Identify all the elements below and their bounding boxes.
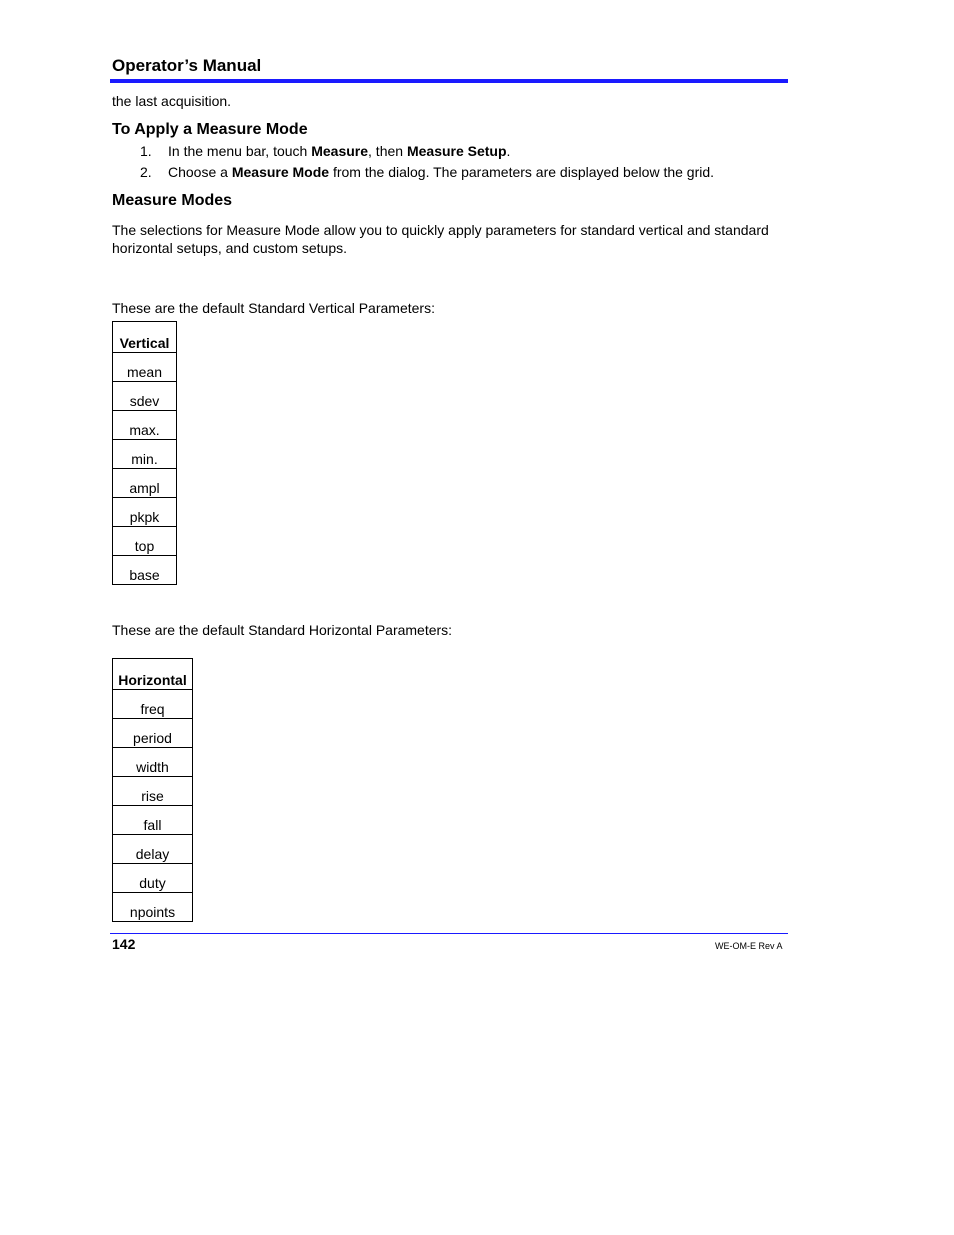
intro-text: the last acquisition. [112, 93, 232, 109]
table-header: Horizontal [113, 659, 193, 690]
step-text: Choose a [168, 164, 232, 180]
step-text: . [506, 143, 511, 159]
page-number: 142 [112, 936, 136, 952]
step-number: 1. [140, 143, 152, 159]
vertical-intro: These are the default Standard Vertical Parameters: [112, 300, 435, 316]
table-cell: freq [113, 690, 193, 719]
table-cell: rise [113, 777, 193, 806]
table-cell: duty [113, 864, 193, 893]
header-rule [110, 79, 788, 83]
horizontal-parameters-table [112, 658, 193, 922]
table-cell: mean [113, 353, 177, 382]
step-text: from the dialog. The parameters are displayed below the grid. [329, 164, 715, 180]
table-cell: min. [113, 440, 177, 469]
step-bold: Measure Mode [231, 164, 330, 180]
table-header: Vertical [113, 322, 177, 353]
table-cell: npoints [113, 893, 193, 922]
page-header-title: Operator’s Manual [112, 56, 262, 75]
vertical-parameters-table [112, 321, 177, 585]
step-2 [140, 164, 714, 180]
section-title-modes: Measure Modes [112, 192, 233, 209]
modes-paragraph: The selections for Measure Mode allow you to quickly apply parameters for standard vertical and standard horizontal setups, and custom setups. [112, 222, 769, 256]
table-cell: period [113, 719, 193, 748]
step-number: 2. [140, 164, 152, 180]
table-cell: pkpk [113, 498, 177, 527]
table-cell: top [113, 527, 177, 556]
document-id: WE-OM-E Rev A [715, 941, 783, 951]
table-cell: max. [113, 411, 177, 440]
table-cell: delay [113, 835, 193, 864]
step-text: , then [368, 143, 407, 159]
step-1 [140, 143, 510, 159]
step-text: In the menu bar, touch [168, 143, 312, 159]
step-bold: Measure [311, 143, 369, 159]
table-cell: base [113, 556, 177, 585]
table-cell: fall [113, 806, 193, 835]
section-title-apply: To Apply a Measure Mode [112, 121, 308, 138]
table-cell: width [113, 748, 193, 777]
footer-rule [110, 933, 788, 934]
step-bold: Measure Setup [406, 143, 507, 159]
table-cell: sdev [113, 382, 177, 411]
table-cell: ampl [113, 469, 177, 498]
horizontal-intro: These are the default Standard Horizontal Parameters: [112, 622, 453, 638]
